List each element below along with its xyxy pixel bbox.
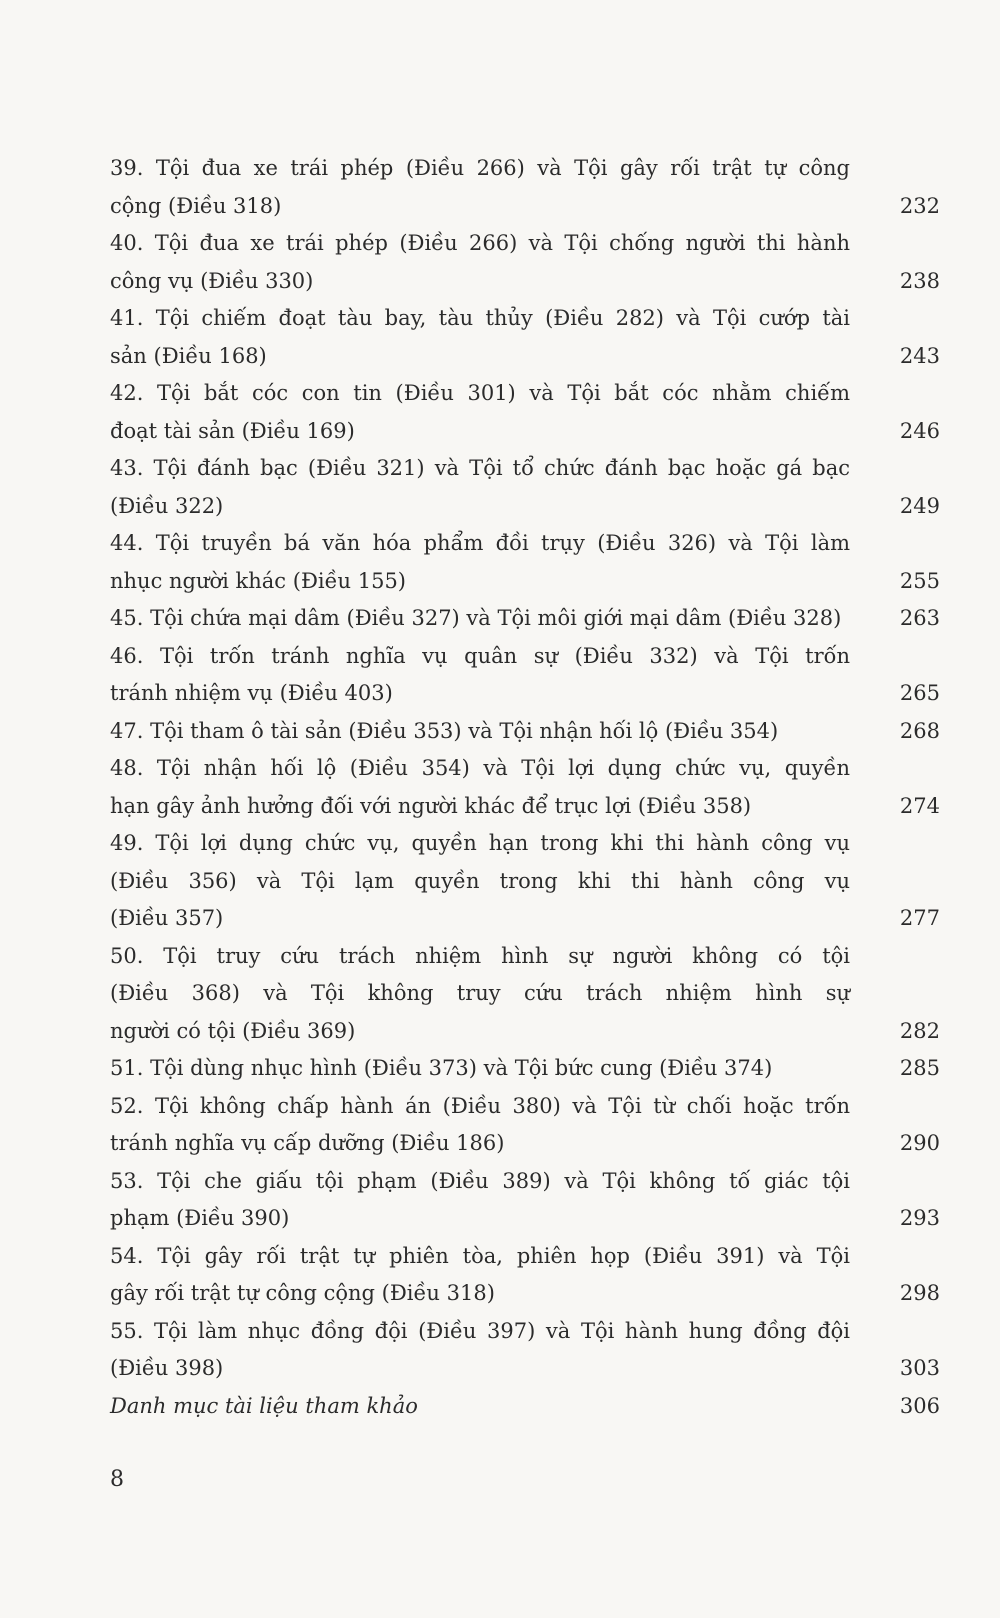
toc-entry-line: Danh mục tài liệu tham khảo xyxy=(110,1393,418,1418)
toc-entry-line: hạn gây ảnh hưởng đối với người khác để trục lợi (Điều 358) xyxy=(110,793,752,818)
toc-entry xyxy=(110,1050,940,1088)
toc-entry-title xyxy=(110,300,850,375)
toc-entry-title xyxy=(110,225,850,300)
table-of-contents xyxy=(110,150,940,1425)
toc-entry-line: 48. Tội nhận hối lộ (Điều 354) và Tội lợi dụng chức vụ, quyền xyxy=(110,756,850,780)
toc-entry xyxy=(110,713,940,751)
toc-entry-line: 49. Tội lợi dụng chức vụ, quyền hạn trong khi thi hành công vụ xyxy=(110,831,850,855)
toc-entry-line: (Điều 398) xyxy=(110,1356,224,1380)
toc-entry-line: (Điều 322) xyxy=(110,493,224,518)
toc-entry-title xyxy=(110,525,850,600)
toc-entry-line: 43. Tội đánh bạc (Điều 321) và Tội tổ chức đánh bạc hoặc gá bạc xyxy=(110,456,850,480)
toc-entry xyxy=(110,1388,940,1426)
toc-entry-title xyxy=(110,938,850,1051)
toc-entry-line: 50. Tội truy cứu trách nhiệm hình sự người không có tội xyxy=(110,943,850,968)
toc-entry-page: 274 xyxy=(899,793,940,818)
toc-entry-page: 263 xyxy=(899,606,940,630)
toc-entry-page: 298 xyxy=(899,1281,940,1305)
toc-entry-title xyxy=(110,1163,850,1238)
toc-entry-line: (Điều 357) xyxy=(110,906,224,930)
toc-entry-line: đoạt tài sản (Điều 169) xyxy=(110,418,355,443)
toc-entry-title xyxy=(110,1238,850,1313)
toc-entry xyxy=(110,525,940,600)
toc-entry-title xyxy=(110,1050,850,1088)
toc-entry-line: 39. Tội đua xe trái phép (Điều 266) và Tội gây rối trật tự công xyxy=(110,156,850,180)
toc-entry-page: 232 xyxy=(899,193,940,218)
toc-entry xyxy=(110,375,940,450)
toc-entry-line: tránh nhiệm vụ (Điều 403) xyxy=(110,681,393,705)
toc-entry-line: 52. Tội không chấp hành án (Điều 380) và Tội từ chối hoặc trốn xyxy=(110,1093,850,1118)
page-number: 8 xyxy=(110,1467,124,1492)
toc-entry-title xyxy=(110,1313,850,1388)
toc-entry xyxy=(110,1163,940,1238)
toc-entry-line: (Điều 368) và Tội không truy cứu trách nhiệm hình sự xyxy=(110,981,850,1005)
toc-entry-title xyxy=(110,638,850,713)
toc-entry-line: người có tội (Điều 369) xyxy=(110,1018,356,1043)
toc-entry xyxy=(110,638,940,713)
toc-entry xyxy=(110,938,940,1051)
toc-entry-page: 268 xyxy=(899,718,940,743)
toc-entry xyxy=(110,225,940,300)
toc-entry-page: 246 xyxy=(899,418,940,443)
toc-entry xyxy=(110,1088,940,1163)
toc-entry xyxy=(110,300,940,375)
toc-entry-line: phạm (Điều 390) xyxy=(110,1206,290,1230)
toc-entry-line: cộng (Điều 318) xyxy=(110,193,282,218)
toc-entry xyxy=(110,750,940,825)
toc-entry-line: nhục người khác (Điều 155) xyxy=(110,568,406,593)
toc-entry-title xyxy=(110,450,850,525)
toc-entry-line: gây rối trật tự công cộng (Điều 318) xyxy=(110,1281,495,1305)
toc-entry-title xyxy=(110,375,850,450)
toc-entry-page: 265 xyxy=(899,681,940,705)
toc-entry-page: 238 xyxy=(899,268,940,293)
toc-entry-line: tránh nghĩa vụ cấp dưỡng (Điều 186) xyxy=(110,1131,505,1155)
toc-entry xyxy=(110,1313,940,1388)
toc-entry xyxy=(110,150,940,225)
toc-entry-line: 55. Tội làm nhục đồng đội (Điều 397) và Tội hành hung đồng đội xyxy=(110,1318,850,1343)
toc-entry-title xyxy=(110,750,850,825)
toc-entry-page: 290 xyxy=(899,1131,940,1155)
toc-entry xyxy=(110,825,940,938)
toc-entry-title xyxy=(110,1088,850,1163)
toc-entry-title xyxy=(110,825,850,938)
toc-entry-page: 282 xyxy=(899,1018,940,1043)
toc-entry-line: 54. Tội gây rối trật tự phiên tòa, phiên họp (Điều 391) và Tội xyxy=(110,1243,850,1268)
toc-entry-title xyxy=(110,1388,850,1426)
toc-entry-line: 51. Tội dùng nhục hình (Điều 373) và Tội bức cung (Điều 374) xyxy=(110,1056,773,1080)
toc-entry-line: 42. Tội bắt cóc con tin (Điều 301) và Tội bắt cóc nhằm chiếm xyxy=(110,381,850,405)
toc-entry-title xyxy=(110,150,850,225)
toc-entry-line: 46. Tội trốn tránh nghĩa vụ quân sự (Điều 332) và Tội trốn xyxy=(110,643,850,668)
toc-entry xyxy=(110,450,940,525)
toc-entry xyxy=(110,600,940,638)
toc-entry-page: 285 xyxy=(899,1056,940,1080)
toc-entry-page: 249 xyxy=(899,493,940,518)
toc-entry-line: 41. Tội chiếm đoạt tàu bay, tàu thủy (Điều 282) và Tội cướp tài xyxy=(110,306,850,330)
toc-entry-line: 44. Tội truyền bá văn hóa phẩm đồi trụy (Điều 326) và Tội làm xyxy=(110,531,850,555)
toc-entry-line: sản (Điều 168) xyxy=(110,343,267,368)
toc-entry-page: 277 xyxy=(899,906,940,930)
toc-entry-line: 47. Tội tham ô tài sản (Điều 353) và Tội nhận hối lộ (Điều 354) xyxy=(110,718,779,743)
toc-entry-page: 306 xyxy=(899,1393,940,1418)
toc-entry-page: 293 xyxy=(899,1206,940,1230)
toc-entry-page: 243 xyxy=(899,343,940,368)
toc-entry-page: 303 xyxy=(899,1356,940,1380)
toc-entry xyxy=(110,1238,940,1313)
toc-entry-line: (Điều 356) và Tội lạm quyền trong khi thi hành công vụ xyxy=(110,868,850,893)
toc-entry-page: 255 xyxy=(899,568,940,593)
toc-entry-line: công vụ (Điều 330) xyxy=(110,268,314,293)
toc-entry-line: 40. Tội đua xe trái phép (Điều 266) và Tội chống người thi hành xyxy=(110,231,850,255)
toc-entry-title xyxy=(110,713,850,751)
toc-entry-line: 45. Tội chứa mại dâm (Điều 327) và Tội môi giới mại dâm (Điều 328) xyxy=(110,606,842,630)
toc-entry-line: 53. Tội che giấu tội phạm (Điều 389) và Tội không tố giác tội xyxy=(110,1168,850,1193)
toc-entry-title xyxy=(110,600,850,638)
